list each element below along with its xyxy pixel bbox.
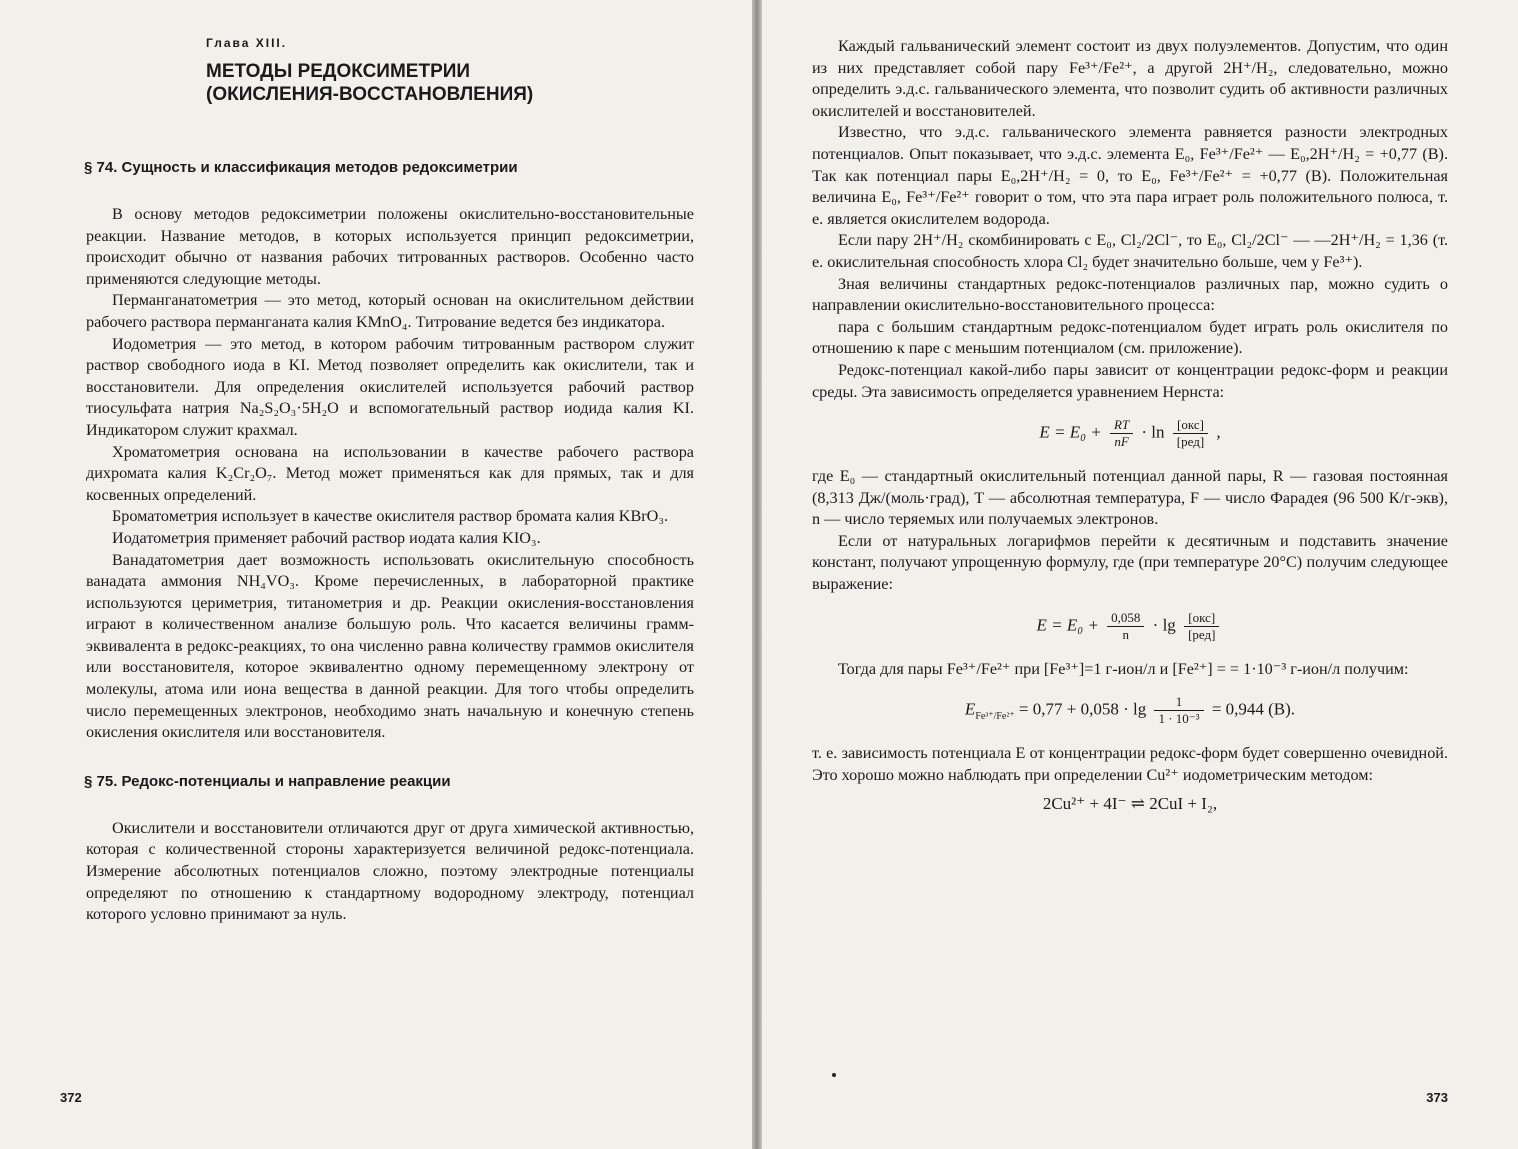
formula-lhs: E = E₀ + bbox=[1036, 615, 1099, 635]
formula-operator: · ln bbox=[1141, 422, 1165, 442]
paragraph: Окислители и восстановители отличаются друг от друга химической активностью, которая с количественной стороны характеризуется величиной редокс-потенциала. Измерение абсолютных потенциалов сложно, поэтому электродные потенциалы определяют по отношению к стандартному водородному электроду, потенциал которого условно принимают за нуль. bbox=[86, 818, 694, 924]
formula-operator: · lg bbox=[1152, 615, 1176, 635]
fraction-denominator: [ред] bbox=[1188, 626, 1216, 642]
fraction-numerator: RT bbox=[1110, 417, 1133, 434]
paragraph: Броматометрия использует в качестве окислителя раствор бромата калия KBrO₃. bbox=[112, 507, 669, 526]
fraction-denominator: n bbox=[1122, 626, 1130, 642]
simplified-equation bbox=[812, 610, 1448, 643]
chapter-title-line-1: МЕТОДЫ РЕДОКСИМЕТРИИ bbox=[206, 61, 471, 82]
worked-example-equation bbox=[812, 694, 1448, 727]
formula-tail: = 0,944 (B). bbox=[1211, 699, 1296, 719]
paragraph: Если пару 2H⁺/H₂ скомбинировать с E₀, Cl₂/2Cl⁻, то E₀, Cl₂/2Cl⁻ — —2H⁺/H₂ = 1,36 (т. е. окислительная способность хлора Cl₂ будет значительно больше, чем у Fe³⁺). bbox=[812, 231, 1448, 271]
paragraph: Хроматометрия основана на использовании в качестве рабочего раствора дихромата калия K₂Cr₂O₇. Метод может применяться как для прямых, так и для косвенных определений. bbox=[86, 442, 694, 504]
paragraph: Тогда для пары Fe³⁺/Fe²⁺ при [Fe³⁺]=1 г-ион/л и [Fe²⁺] = = 1·10⁻³ г-ион/л получим: bbox=[838, 659, 1409, 678]
paragraph: Иодометрия — это метод, в котором рабочим титрованным раствором служит раствор свободного иода в KI. Метод позволяет определить как окислители, так и восстановители. Для определения окислителей используется рабочий раствор тиосульфата натрия Na₂S₂O₃·5H₂O и вспомогательный раствор иодида калия KI. Индикатором служит крахмал. bbox=[86, 334, 694, 439]
paragraph: пара с большим стандартным редокс-потенциалом будет играть роль окислителя по отношению к паре с меньшим потенциалом (см. приложение). bbox=[812, 317, 1448, 358]
fraction-denominator: nF bbox=[1114, 434, 1129, 450]
page-number: 373 bbox=[1426, 1090, 1448, 1105]
formula-lhs: E = E₀ + bbox=[1039, 422, 1102, 442]
section-74-heading: § 74. Сущность и классификация методов редоксиметрии bbox=[84, 159, 518, 176]
paragraph: Иодатометрия применяет рабочий раствор иодата калия KIO₃. bbox=[112, 528, 541, 547]
copper-reaction-equation: 2Cu²⁺ + 4I⁻ ⇌ 2CuI + I₂, bbox=[1042, 794, 1218, 814]
chapter-title bbox=[206, 60, 694, 106]
formula-lhs: E bbox=[964, 699, 976, 719]
paragraph: Редокс-потенциал какой-либо пары зависит от концентрации редокс-форм и реакции среды. Эта зависимость определяется уравнением Нернста: bbox=[812, 360, 1448, 401]
fraction-numerator: 0,058 bbox=[1107, 610, 1144, 627]
formula-subscript: Fe³⁺/Fe²⁺ bbox=[975, 711, 1015, 723]
section-75-heading: § 75. Редокс-потенциалы и направление реакции bbox=[84, 772, 451, 790]
fraction bbox=[1173, 417, 1208, 450]
print-speck bbox=[832, 1073, 836, 1077]
formula-tail: , bbox=[1216, 422, 1221, 442]
paragraph: Если от натуральных логарифмов перейти к десятичным и подставить значение констант, получают упрощенную формулу, где (при температуре 20°C) получим следующее выражение: bbox=[812, 531, 1448, 594]
fraction bbox=[1154, 694, 1203, 727]
fraction bbox=[1110, 417, 1133, 450]
paragraph: Ванадатометрия дает возможность использовать окислительную способность ванадата аммония NH₄VO₃. Кроме перечисленных, в лабораторной практике используются цериметрия, титанометрия и др. Реакции окисления-восстановления играют в количественном анализе большую роль. Что касается величины грамм-эквивалента в редокс-реакциях, то она численно равна количеству граммов окислителя или восстановителя, которое эквивалентно одному перемещенному электрону от молекулы, атома или иона вещества в данной реакции. Для того чтобы определить число перемещенных электронов, необходимо знать начальную и конечную степень окисления окислителя или восстановителя. bbox=[86, 550, 694, 742]
paragraph: где E₀ — стандартный окислительный потенциал данной пары, R — газовая постоянная (8,313 Дж/(моль·град), T — абсолютная температура, F — число Фарадея (96 500 К/г-экв), n — число теряемых или получаемых электронов. bbox=[812, 467, 1448, 529]
nernst-equation bbox=[812, 417, 1448, 450]
book-gutter bbox=[752, 0, 762, 1149]
fraction-denominator: 1 · 10⁻³ bbox=[1158, 711, 1200, 727]
chapter-label: Глава XIII. bbox=[206, 36, 288, 50]
right-page bbox=[762, 0, 1518, 1149]
fraction-denominator: [ред] bbox=[1176, 434, 1205, 450]
chapter-title-line-2: (ОКИСЛЕНИЯ-ВОССТАНОВЛЕНИЯ) bbox=[206, 84, 534, 105]
paragraph: В основу методов редоксиметрии положены окислительно-восстановительные реакции. Название методов, в которых используется принцип редоксиметрии, происходит обычно от названия рабочих титрованных растворов. Особенно часто применяются следующие методы. bbox=[86, 205, 694, 288]
left-page bbox=[0, 0, 752, 1149]
paragraph: Зная величины стандартных редокс-потенциалов различных пар, можно судить о направлении окислительно-восстановительного процесса: bbox=[812, 274, 1448, 315]
fraction-numerator: [окс] bbox=[1173, 417, 1208, 434]
paragraph: Известно, что э.д.с. гальванического элемента равняется разности электродных потенциалов. Опыт показывает, что э.д.с. элемента E₀, Fe³⁺/Fe²⁺ — E₀,2H⁺/H₂ = +0,77 (B). Так как потенциал пары E₀,2H⁺/H₂ = 0, то E₀, Fe³⁺/Fe²⁺ = +0,77 (B). Положительная величина E₀, Fe³⁺/Fe²⁺ говорит о том, что эта пара играет роль положительного полюса, т. е. является окислителем водорода. bbox=[812, 123, 1448, 228]
page-number: 372 bbox=[60, 1090, 82, 1105]
fraction-numerator: [окс] bbox=[1184, 610, 1219, 627]
paragraph: Перманганатометрия — это метод, который основан на окислительном действии рабочего раствора перманганата калия KMnO₄. Титрование ведется без индикатора. bbox=[86, 291, 694, 331]
fraction bbox=[1107, 610, 1144, 643]
fraction-numerator: 1 bbox=[1154, 694, 1203, 711]
fraction bbox=[1184, 610, 1219, 643]
paragraph: Каждый гальванический элемент состоит из двух полуэлементов. Допустим, что один из них представляет собой пару Fe³⁺/Fe²⁺, а другой 2H⁺/H₂, следовательно, можно определить э.д.с. гальванического элемента, что позволит судить об активности различных окислителей и восстановителей. bbox=[812, 37, 1448, 120]
paragraph: т. е. зависимость потенциала E от концентрации редокс-форм будет совершенно очевидной. Это хорошо можно наблюдать при определении Cu²⁺ иодометрическим методом: bbox=[812, 744, 1448, 784]
formula-operator: = 0,77 + 0,058 · lg bbox=[1018, 699, 1147, 719]
